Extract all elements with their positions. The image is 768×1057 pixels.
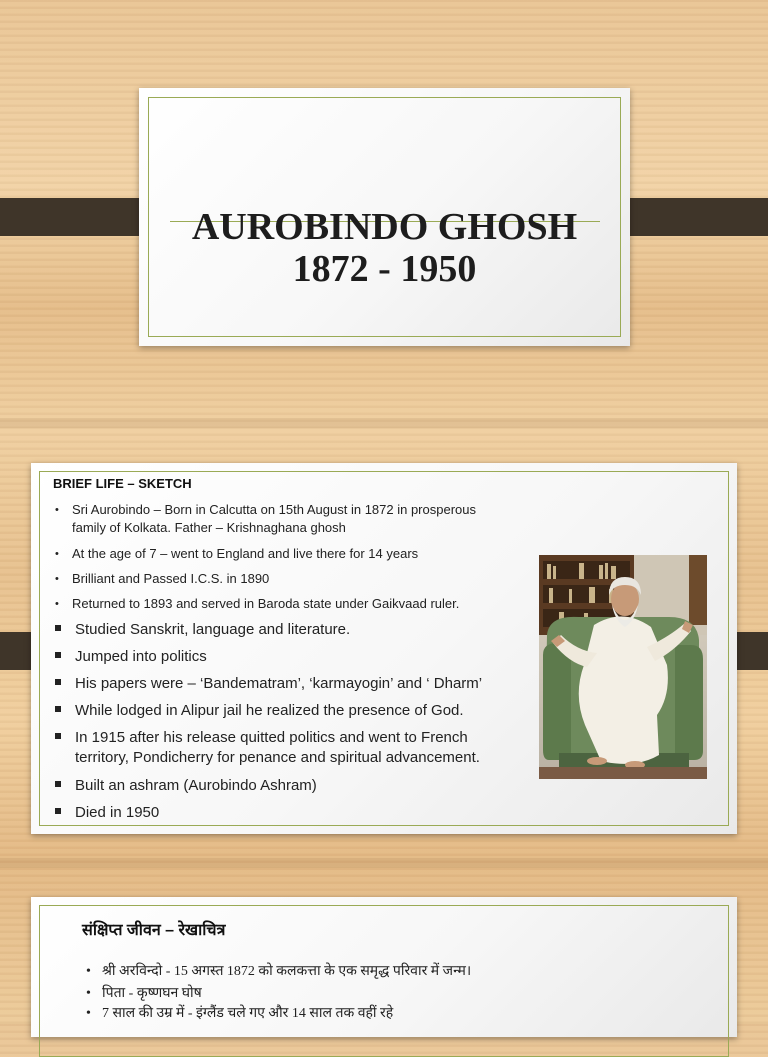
- bullet-icon: •: [55, 504, 59, 516]
- title-years: 1872 - 1950: [292, 248, 477, 290]
- section-heading-hindi: संक्षिप्त जीवन – रेखाचित्र: [82, 922, 226, 939]
- square-bullet-icon: [55, 679, 61, 685]
- square-bullet-icon: [55, 808, 61, 814]
- square-bullet-icon: [55, 652, 61, 658]
- left-tab-bar: [0, 198, 155, 236]
- bullet-icon: •: [86, 964, 91, 979]
- square-bullet-icon: [55, 706, 61, 712]
- square-bullet-icon: [55, 781, 61, 787]
- portrait-photo: [539, 555, 707, 779]
- right-tab-bar: [613, 198, 768, 236]
- bullet-icon: •: [86, 1006, 91, 1021]
- wood-seam: [0, 418, 768, 428]
- square-bullet-icon: [55, 625, 61, 631]
- square-bullet-icon: [55, 733, 61, 739]
- slide-title: [139, 206, 630, 290]
- bullet-icon: •: [55, 548, 59, 560]
- section-heading: BRIEF LIFE – SKETCH: [53, 476, 192, 491]
- bullet-icon: •: [55, 598, 59, 610]
- wood-seam: [0, 858, 768, 868]
- bullet-icon: •: [86, 986, 91, 1001]
- bullet-icon: •: [55, 573, 59, 585]
- title-name: AUROBINDO GHOSH: [191, 206, 578, 248]
